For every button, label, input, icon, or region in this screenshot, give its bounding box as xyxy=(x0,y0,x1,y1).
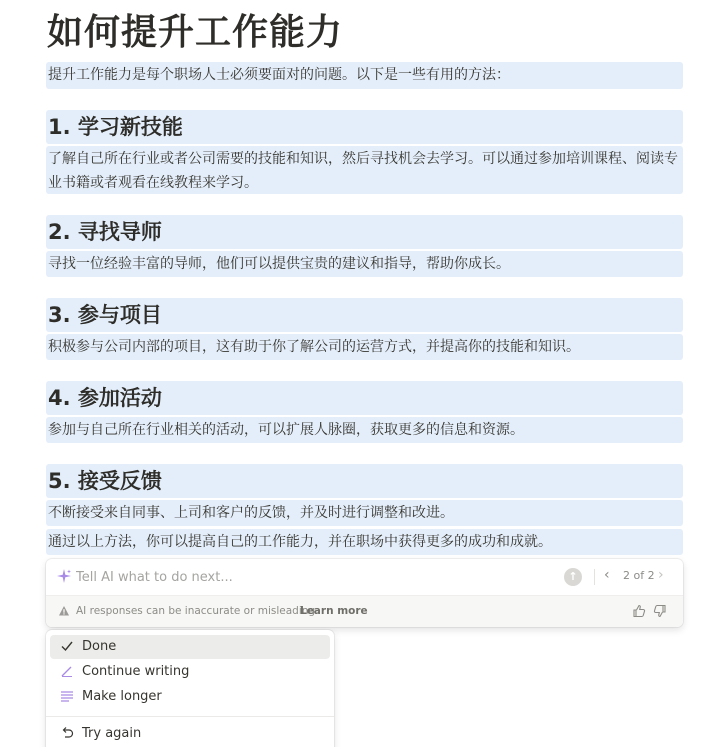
chevron-right-icon[interactable]: › xyxy=(658,567,664,583)
learn-more-link[interactable]: Learn more xyxy=(300,605,368,617)
section-body: 积极参与公司内部的项目，这有助于你了解公司的运营方式，并提高你的技能和知识。 xyxy=(48,339,580,355)
ai-action-menu xyxy=(46,630,334,747)
menu-item-try-again[interactable] xyxy=(50,722,330,746)
menu-item-label: Continue writing xyxy=(82,664,190,679)
menu-item-label: Make longer xyxy=(82,689,162,704)
section-3-body-block[interactable] xyxy=(46,334,683,360)
section-4-heading-block[interactable] xyxy=(46,381,683,415)
menu-item-done[interactable] xyxy=(50,635,330,659)
intro-text: 提升工作能力是每个职场人士必须要面对的问题。以下是一些有用的方法： xyxy=(48,67,510,83)
thumbs-down-icon[interactable] xyxy=(653,603,669,619)
warning-icon xyxy=(58,605,70,620)
section-4-body-block[interactable] xyxy=(46,417,683,443)
send-arrow-icon[interactable]: ↑ xyxy=(564,568,582,586)
menu-item-continue-writing[interactable] xyxy=(50,660,330,684)
menu-item-make-longer[interactable] xyxy=(50,685,330,709)
divider xyxy=(594,569,595,585)
section-3-heading-block[interactable] xyxy=(46,298,683,332)
section-1-body-block[interactable] xyxy=(46,146,683,194)
section-body: 不断接受来自同事、上司和客户的反馈，并及时进行调整和改进。 xyxy=(48,505,454,521)
section-1-heading-block[interactable] xyxy=(46,110,683,144)
sparkle-icon xyxy=(56,568,72,584)
ai-disclaimer: AI responses can be inaccurate or misleading. xyxy=(76,605,319,617)
section-5-body-block[interactable] xyxy=(46,500,683,526)
section-heading: 5. 接受反馈 xyxy=(48,469,162,493)
check-icon xyxy=(58,639,76,655)
intro-block[interactable] xyxy=(46,62,683,89)
ai-footer xyxy=(46,595,683,627)
section-heading: 3. 参与项目 xyxy=(48,303,162,327)
response-pager: 2 of 2 xyxy=(623,569,655,582)
undo-arrow-icon xyxy=(58,726,76,742)
section-heading: 1. 学习新技能 xyxy=(48,115,183,139)
menu-item-label: Try again xyxy=(82,726,142,741)
menu-item-label: Done xyxy=(82,639,117,654)
pen-icon xyxy=(58,664,76,680)
section-body: 了解自己所在行业或者公司需要的技能和知识，然后寻找机会去学习。可以通过参加培训课程、阅读专业书籍或者观看在线教程来学习。 xyxy=(48,151,678,191)
ai-prompt-box xyxy=(46,559,683,627)
chevron-left-icon[interactable]: ‹ xyxy=(604,567,610,583)
section-2-body-block[interactable] xyxy=(46,251,683,277)
section-body: 参加与自己所在行业相关的活动，可以扩展人脉圈，获取更多的信息和资源。 xyxy=(48,422,524,438)
menu-divider xyxy=(46,716,334,717)
section-5-heading-block[interactable] xyxy=(46,464,683,498)
page-title: 如何提升工作能力 xyxy=(47,12,344,53)
conclusion-block[interactable] xyxy=(46,529,683,555)
section-heading: 4. 参加活动 xyxy=(48,386,162,410)
section-heading: 2. 寻找导师 xyxy=(48,220,162,244)
conclusion-text: 通过以上方法，你可以提高自己的工作能力，并在职场中获得更多的成功和成就。 xyxy=(48,534,552,550)
ai-prompt-input[interactable] xyxy=(76,567,556,587)
section-2-heading-block[interactable] xyxy=(46,215,683,249)
thumbs-up-icon[interactable] xyxy=(632,603,648,619)
ai-input-row xyxy=(46,559,683,595)
lines-icon xyxy=(58,689,76,705)
section-body: 寻找一位经验丰富的导师，他们可以提供宝贵的建议和指导，帮助你成长。 xyxy=(48,256,510,272)
